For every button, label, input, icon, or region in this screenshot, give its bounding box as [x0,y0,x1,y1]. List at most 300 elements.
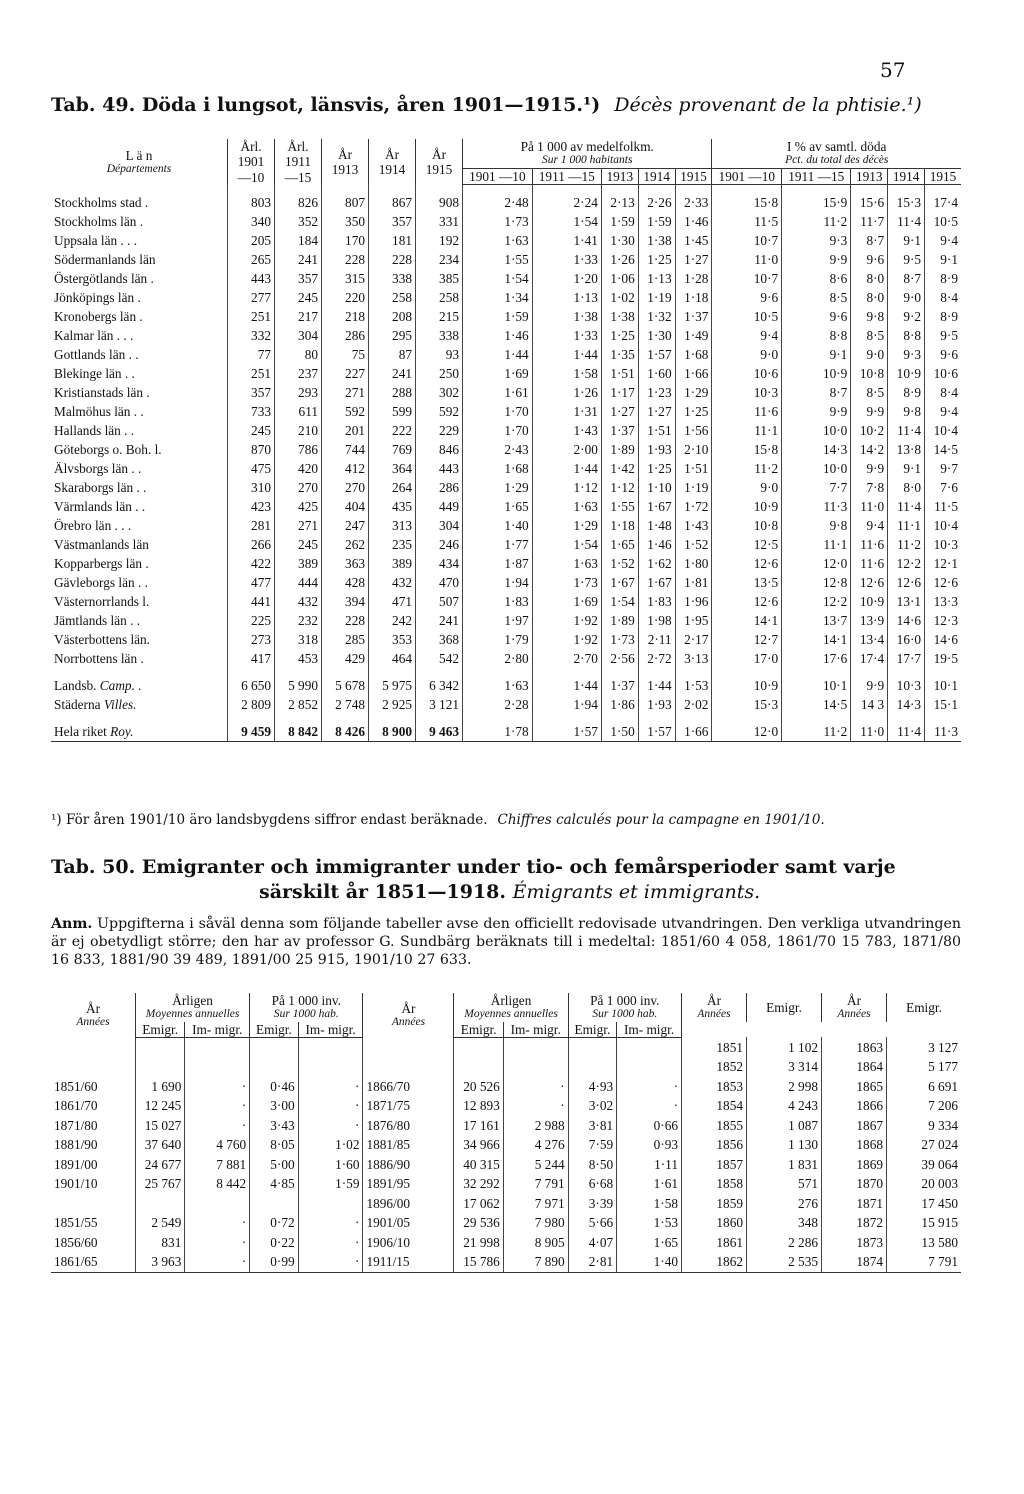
cell: 1·67 [601,573,638,592]
note-text: Uppgifterna i såväl denna som följande tabeller avse den officiellt redovisade utvandringen. Den verkliga utvandringen är ej obetydligt större; den har av professor G. Sundbärg beräknats till i medeltal: 1851/60 4 058, 1861/70 15 783, 1871/80 16 833, 1881/90 39 489, 1891/00 25 915, 1901/10 27 633. [51,916,961,968]
cell: 1861/70 [54,1098,98,1114]
cell: 1·53 [617,1213,682,1233]
cell: 15·3 [712,695,782,714]
row-label: Gottlands län . . [54,347,139,363]
cell: 9·8 [851,307,888,326]
cell: 1856/60 [54,1234,98,1250]
cell: 1·29 [532,516,601,535]
cell: 1911/15 [363,1252,454,1272]
cell: 11·7 [851,212,888,231]
cell: 13 580 [887,1233,962,1253]
tab50-body [51,1037,961,1272]
cell: 1·93 [638,695,675,714]
cell: 1·81 [675,573,712,592]
header-pct-1914: 1914 [888,168,925,184]
cell: 10·6 [712,364,782,383]
cell: 1·92 [532,611,601,630]
cell: 1871 [822,1194,887,1214]
cell: 1·55 [463,250,533,269]
header-per-1911-15: 1911 —15 [532,168,601,184]
cell: 208 [369,307,416,326]
cell: 1·57 [638,722,675,742]
t50-sub-immigr-2: Im- migr. [298,1022,363,1038]
table-row [51,497,961,516]
cell: 184 [275,231,322,250]
cell: · [298,1252,363,1272]
cell: 2·28 [463,695,533,714]
cell: 357 [369,212,416,231]
cell [454,1057,503,1077]
cell: 1886/90 [363,1155,454,1175]
table-row [51,193,961,212]
cell: 8·7 [888,269,925,288]
cell: 2·11 [638,630,675,649]
table-row [51,649,961,668]
header-ar-1913: År 1913 [322,139,369,185]
cell: 1870 [822,1174,887,1194]
cell: 265 [228,250,275,269]
cell: 1·41 [532,231,601,250]
cell: 471 [369,592,416,611]
cell: 1874 [822,1252,887,1272]
cell: 1·19 [638,288,675,307]
cell: 181 [369,231,416,250]
cell: 0·22 [250,1233,299,1253]
cell: 870 [228,440,275,459]
cell: 270 [322,478,369,497]
cell: 428 [322,573,369,592]
cell: 8 442 [185,1174,250,1194]
cell: 228 [369,250,416,269]
cell: 12·2 [782,592,851,611]
cell: 8·0 [888,478,925,497]
cell: 1·13 [532,288,601,307]
table-row [51,478,961,497]
cell: 3·13 [675,649,712,668]
cell: 11·0 [851,722,888,742]
cell: 8·0 [851,288,888,307]
cell: 1·10 [638,478,675,497]
cell: 12·8 [782,573,851,592]
cell: 10·0 [782,421,851,440]
row-label: Värmlands län . . [54,499,146,515]
cell: 1·31 [532,402,601,421]
cell: 8·7 [851,231,888,250]
cell: 210 [275,421,322,440]
cell: 4·93 [568,1077,617,1097]
cell: 352 [275,212,322,231]
cell: 39 064 [887,1155,962,1175]
cell: 25 767 [136,1174,185,1194]
cell: · [185,1116,250,1136]
cell: 1·77 [463,535,533,554]
cell: 1·61 [463,383,533,402]
cell [250,1037,299,1057]
t50-header-emigr-right2: Emigr. [887,993,962,1022]
cell: 17 161 [454,1116,503,1136]
header-arl-1911-15: Årl. 1911 —15 [275,139,322,185]
cell: 425 [275,497,322,516]
cell: 1·23 [638,383,675,402]
cell: 1·25 [638,459,675,478]
cell: · [617,1077,682,1097]
cell: 1·51 [601,364,638,383]
cell: 9·1 [925,250,961,269]
cell: 1865 [822,1077,887,1097]
tab49-table [51,139,961,742]
tab49-body [51,185,961,742]
cell: 218 [322,307,369,326]
cell: 449 [416,497,463,516]
cell: 357 [275,269,322,288]
cell: 304 [416,516,463,535]
cell: 6 691 [887,1077,962,1097]
cell: 1896/00 [363,1194,454,1214]
cell: 611 [275,402,322,421]
tab50-note [51,915,961,969]
note-label: Anm. [51,916,93,932]
cell: 1·59 [638,212,675,231]
cell: 2 549 [136,1213,185,1233]
cell: 228 [322,611,369,630]
cell: 9·0 [712,345,782,364]
cell: 1·97 [463,611,533,630]
cell: 1·44 [532,459,601,478]
cell: 205 [228,231,275,250]
cell: 14·6 [925,630,961,649]
cell: 9·4 [925,231,961,250]
table-row [51,611,961,630]
table-row [51,421,961,440]
cell: 1901/10 [54,1176,98,1192]
tab50-title-line2: särskilt år 1851—1918. [259,881,507,903]
cell: 310 [228,478,275,497]
cell: 10·2 [851,421,888,440]
row-label: Älvsborgs län . . [54,461,142,477]
cell: 11·2 [712,459,782,478]
cell: · [298,1233,363,1253]
cell: 9·3 [782,231,851,250]
tab49-title-sv: Tab. 49. Döda i lungsot, länsvis, åren 1901—1915.¹) [51,94,601,116]
cell: 10·3 [712,383,782,402]
summary-row [51,695,961,714]
cell: 9·7 [925,459,961,478]
cell: 1·83 [463,592,533,611]
cell [250,1194,299,1214]
table-row [51,383,961,402]
tab49-title [51,94,922,116]
cell: 286 [322,326,369,345]
cell: 507 [416,592,463,611]
cell: 14 3 [851,695,888,714]
cell: 470 [416,573,463,592]
t50-sub-emigr-4: Emigr. [568,1022,617,1038]
t50-sub-immigr-3: Im- migr. [503,1022,568,1038]
cell: 10·5 [925,212,961,231]
cell: 1·54 [532,535,601,554]
cell: 9·9 [851,459,888,478]
cell: 14·5 [925,440,961,459]
cell: 1·65 [601,535,638,554]
cell: 8·8 [782,326,851,345]
cell: 2·72 [638,649,675,668]
cell: 276 [747,1194,822,1214]
header-lan: L ä n Départements [51,139,228,185]
cell: 11·2 [888,535,925,554]
cell: 475 [228,459,275,478]
cell: 2 925 [369,695,416,714]
cell: 7 206 [887,1096,962,1116]
cell: 21 998 [454,1233,503,1253]
cell: 1·27 [638,402,675,421]
cell: 338 [369,269,416,288]
cell: 404 [322,497,369,516]
cell: 389 [369,554,416,573]
cell: 3 314 [747,1057,822,1077]
cell: 262 [322,535,369,554]
cell: 1·51 [675,459,712,478]
cell: 867 [369,193,416,212]
cell: 3 127 [887,1037,962,1057]
cell [185,1037,250,1057]
cell: 412 [322,459,369,478]
cell: 227 [322,364,369,383]
row-label: Kristianstads län . [54,385,150,401]
cell: 10·1 [782,676,851,695]
cell: 246 [416,535,463,554]
cell: 331 [416,212,463,231]
cell: 348 [747,1213,822,1233]
cell: 2·02 [675,695,712,714]
cell: 10·9 [851,592,888,611]
cell [363,1037,454,1057]
table-row [51,630,961,649]
cell: 5 678 [322,676,369,695]
cell: 16·0 [888,630,925,649]
cell: 1873 [822,1233,887,1253]
t50-sub-immigr-4: Im- migr. [617,1022,682,1038]
cell: 1·68 [463,459,533,478]
cell: 1·54 [463,269,533,288]
cell: 9 334 [887,1116,962,1136]
cell: 1852 [682,1057,747,1077]
cell: 1·33 [532,250,601,269]
cell: 1851/55 [54,1215,98,1231]
cell: 11·1 [712,421,782,440]
cell: 15·1 [925,695,961,714]
cell [568,1037,617,1057]
table-row [51,592,961,611]
cell: 14·6 [888,611,925,630]
cell: 11·6 [851,535,888,554]
cell: 10·9 [888,364,925,383]
cell: 12·7 [712,630,782,649]
cell: 1·63 [463,231,533,250]
cell: 15·8 [712,440,782,459]
header-pct-1915: 1915 [925,168,961,184]
cell: 14·1 [712,611,782,630]
cell: 8·4 [925,288,961,307]
cell: 1·30 [601,231,638,250]
cell: 9·4 [925,402,961,421]
cell: 93 [416,345,463,364]
cell: 40 315 [454,1155,503,1175]
cell: 9·9 [851,676,888,695]
cell: 444 [275,573,322,592]
cell: 1·11 [617,1155,682,1175]
cell: 11·2 [782,212,851,231]
cell: 1·44 [532,345,601,364]
row-label: Jämtlands län . . [54,613,141,629]
cell: 1·35 [601,345,638,364]
cell: · [185,1077,250,1097]
cell: 14·3 [782,440,851,459]
cell: 1·72 [675,497,712,516]
cell: 3·43 [250,1116,299,1136]
cell: 1·44 [463,345,533,364]
cell: 1·57 [638,345,675,364]
table-row [51,250,961,269]
cell: 1·44 [532,676,601,695]
total-row [51,722,961,742]
cell: 1·29 [463,478,533,497]
cell: 1·37 [675,307,712,326]
cell: 2 998 [747,1077,822,1097]
table-row [51,231,961,250]
cell: 10·7 [712,231,782,250]
cell: 1·60 [298,1155,363,1175]
cell: 220 [322,288,369,307]
row-label: Uppsala län . . . [54,233,138,249]
cell: 1 130 [747,1135,822,1155]
cell: 234 [416,250,463,269]
cell: 1901/05 [363,1213,454,1233]
cell: 1906/10 [363,1233,454,1253]
tab50-title-fr: Émigrants et immigrants. [512,881,761,903]
cell: 11·4 [888,421,925,440]
cell: 2·24 [532,193,601,212]
cell: 11·6 [851,554,888,573]
cell: 1·66 [675,722,712,742]
cell: 803 [228,193,275,212]
cell: 11·3 [925,722,961,742]
cell: 258 [416,288,463,307]
cell: 9 463 [416,722,463,742]
cell: 1·63 [532,554,601,573]
row-label: Kalmar län . . . [54,328,134,344]
header-arl-1901-10: Årl. 1901 —10 [228,139,275,185]
row-label: Blekinge län . . [54,366,135,382]
t50-header-ar-right2: År Années [822,993,887,1022]
cell: 2·26 [638,193,675,212]
cell [250,1057,299,1077]
cell: 1·89 [601,440,638,459]
cell: 8·9 [888,383,925,402]
row-label: Stockholms stad . [54,195,149,211]
cell: 1·93 [638,440,675,459]
cell: 7·59 [568,1135,617,1155]
cell: 1·44 [638,676,675,695]
table-row [51,1037,961,1057]
table-row [51,345,961,364]
cell: 2·10 [675,440,712,459]
cell: 1·48 [638,516,675,535]
cell: 87 [369,345,416,364]
cell: · [617,1096,682,1116]
cell [185,1194,250,1214]
cell: 1·89 [601,611,638,630]
cell: 9·3 [888,345,925,364]
cell: 1·96 [675,592,712,611]
cell: 9·4 [851,516,888,535]
row-label: Skaraborgs län . . [54,480,147,496]
cell: 826 [275,193,322,212]
cell: 1·02 [601,288,638,307]
cell: 1871/75 [363,1096,454,1116]
cell: 12·6 [712,554,782,573]
cell: 1·65 [463,497,533,516]
cell [136,1194,185,1214]
cell: 17·6 [782,649,851,668]
cell: 1·60 [638,364,675,383]
cell: 313 [369,516,416,535]
cell: · [185,1096,250,1116]
cell: 2 748 [322,695,369,714]
cell: 1·17 [601,383,638,402]
cell: 1860 [682,1213,747,1233]
row-label: Hela riket Roy. [51,722,228,742]
cell: 270 [275,478,322,497]
cell: 7 971 [503,1194,568,1214]
cell: 9·0 [712,478,782,497]
cell [51,1057,136,1077]
cell: 1·94 [532,695,601,714]
table-row [51,212,961,231]
cell: 1·55 [601,497,638,516]
cell: 9·6 [712,288,782,307]
cell: 17·0 [712,649,782,668]
cell: 1·20 [532,269,601,288]
cell: 592 [322,402,369,421]
cell: 1·25 [638,250,675,269]
cell: 1866 [822,1096,887,1116]
cell: 1·12 [532,478,601,497]
cell: 80 [275,345,322,364]
table-row [51,364,961,383]
cell: 11·1 [782,535,851,554]
cell: 8·05 [250,1135,299,1155]
cell: 8·0 [851,269,888,288]
cell: 12·6 [888,573,925,592]
cell: 389 [275,554,322,573]
cell: 12·2 [888,554,925,573]
footnote-fr: Chiffres calculés pour la campagne en 1901/10. [497,812,825,828]
cell: 353 [369,630,416,649]
cell: 0·99 [250,1252,299,1272]
header-ar-1915: År 1915 [416,139,463,185]
cell: 1861 [682,1233,747,1253]
cell: 12·3 [925,611,961,630]
cell: 1·52 [675,535,712,554]
cell: 1872 [822,1213,887,1233]
cell: 232 [275,611,322,630]
cell [298,1037,363,1057]
table-row [51,269,961,288]
cell: · [298,1096,363,1116]
cell: 15 786 [454,1252,503,1272]
cell: 364 [369,459,416,478]
cell: 1·28 [675,269,712,288]
